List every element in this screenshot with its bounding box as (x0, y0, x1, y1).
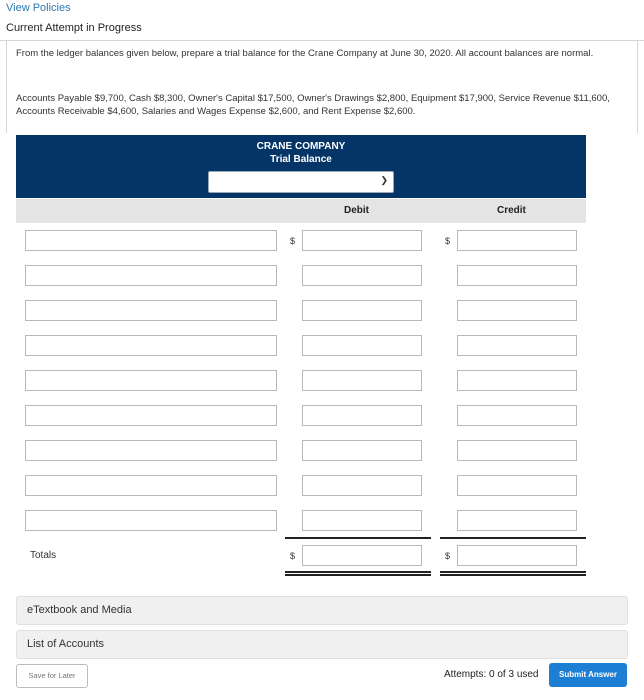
debit-currency-symbol: $ (290, 236, 296, 246)
debit-amount-input[interactable] (302, 405, 422, 426)
ledger-balances-text: Accounts Payable $9,700, Cash $8,300, Owner's Capital $17,500, Owner's Drawings $2,800, Equipment $17,900, Service Revenue $11,600, Accounts Receivable $4,600, Salaries and Wages Expense $2,600, and Rent Expense $2,600. (16, 93, 610, 117)
credit-total-double-rule-1 (440, 571, 586, 573)
debit-amount-input[interactable] (302, 510, 422, 531)
question-right-border (637, 41, 638, 133)
attempt-status-title: Current Attempt in Progress (6, 22, 142, 34)
credit-amount-input[interactable] (457, 370, 577, 391)
column-header-row (16, 199, 586, 223)
totals-debit-input[interactable] (302, 545, 422, 566)
debit-amount-input[interactable] (302, 335, 422, 356)
totals-credit-currency: $ (445, 551, 451, 561)
etextbook-label: eTextbook and Media (27, 604, 132, 616)
save-for-later-button[interactable]: Save for Later (16, 664, 88, 688)
question-left-border (6, 41, 7, 133)
credit-amount-input[interactable] (457, 440, 577, 461)
credit-total-double-rule-2 (440, 574, 586, 576)
debit-amount-input[interactable] (302, 230, 422, 251)
credit-amount-input[interactable] (457, 405, 577, 426)
debit-column-header: Debit (344, 205, 369, 216)
etextbook-panel[interactable] (16, 596, 628, 625)
debit-amount-input[interactable] (302, 440, 422, 461)
list-of-accounts-label: List of Accounts (27, 638, 105, 650)
credit-amount-input[interactable] (457, 510, 577, 531)
account-title-input[interactable] (25, 475, 277, 496)
credit-amount-input[interactable] (457, 475, 577, 496)
credit-amount-input[interactable] (457, 230, 577, 251)
debit-total-double-rule-2 (285, 574, 431, 576)
debit-amount-input[interactable] (302, 265, 422, 286)
statement-title: Trial Balance (270, 154, 332, 165)
question-instructions: From the ledger balances given below, prepare a trial balance for the Crane Company at June 30, 2020. All account balances are normal. (16, 48, 594, 59)
account-title-input[interactable] (25, 335, 277, 356)
account-title-input[interactable] (25, 370, 277, 391)
chevron-down-icon: ❯ (380, 175, 388, 185)
account-title-input[interactable] (25, 405, 277, 426)
credit-amount-input[interactable] (457, 335, 577, 356)
credit-total-rule-top (440, 537, 586, 539)
debit-amount-input[interactable] (302, 370, 422, 391)
totals-debit-currency: $ (290, 551, 296, 561)
account-title-input[interactable] (25, 440, 277, 461)
debit-total-rule-top (285, 537, 431, 539)
debit-amount-input[interactable] (302, 300, 422, 321)
account-title-input[interactable] (25, 300, 277, 321)
account-title-input[interactable] (25, 510, 277, 531)
credit-currency-symbol: $ (445, 236, 451, 246)
credit-column-header: Credit (497, 205, 526, 216)
submit-answer-button[interactable]: Submit Answer (549, 663, 627, 687)
totals-label: Totals (30, 550, 57, 561)
list-of-accounts-panel[interactable] (16, 630, 628, 659)
view-policies-link[interactable]: View Policies (6, 2, 71, 14)
attempts-counter: Attempts: 0 of 3 used (444, 669, 539, 680)
account-title-input[interactable] (25, 265, 277, 286)
header-divider (0, 40, 644, 41)
account-title-input[interactable] (25, 230, 277, 251)
credit-amount-input[interactable] (457, 265, 577, 286)
totals-credit-input[interactable] (457, 545, 577, 566)
credit-amount-input[interactable] (457, 300, 577, 321)
debit-total-double-rule-1 (285, 571, 431, 573)
date-select[interactable] (208, 171, 394, 193)
debit-amount-input[interactable] (302, 475, 422, 496)
company-name: CRANE COMPANY (256, 141, 346, 152)
